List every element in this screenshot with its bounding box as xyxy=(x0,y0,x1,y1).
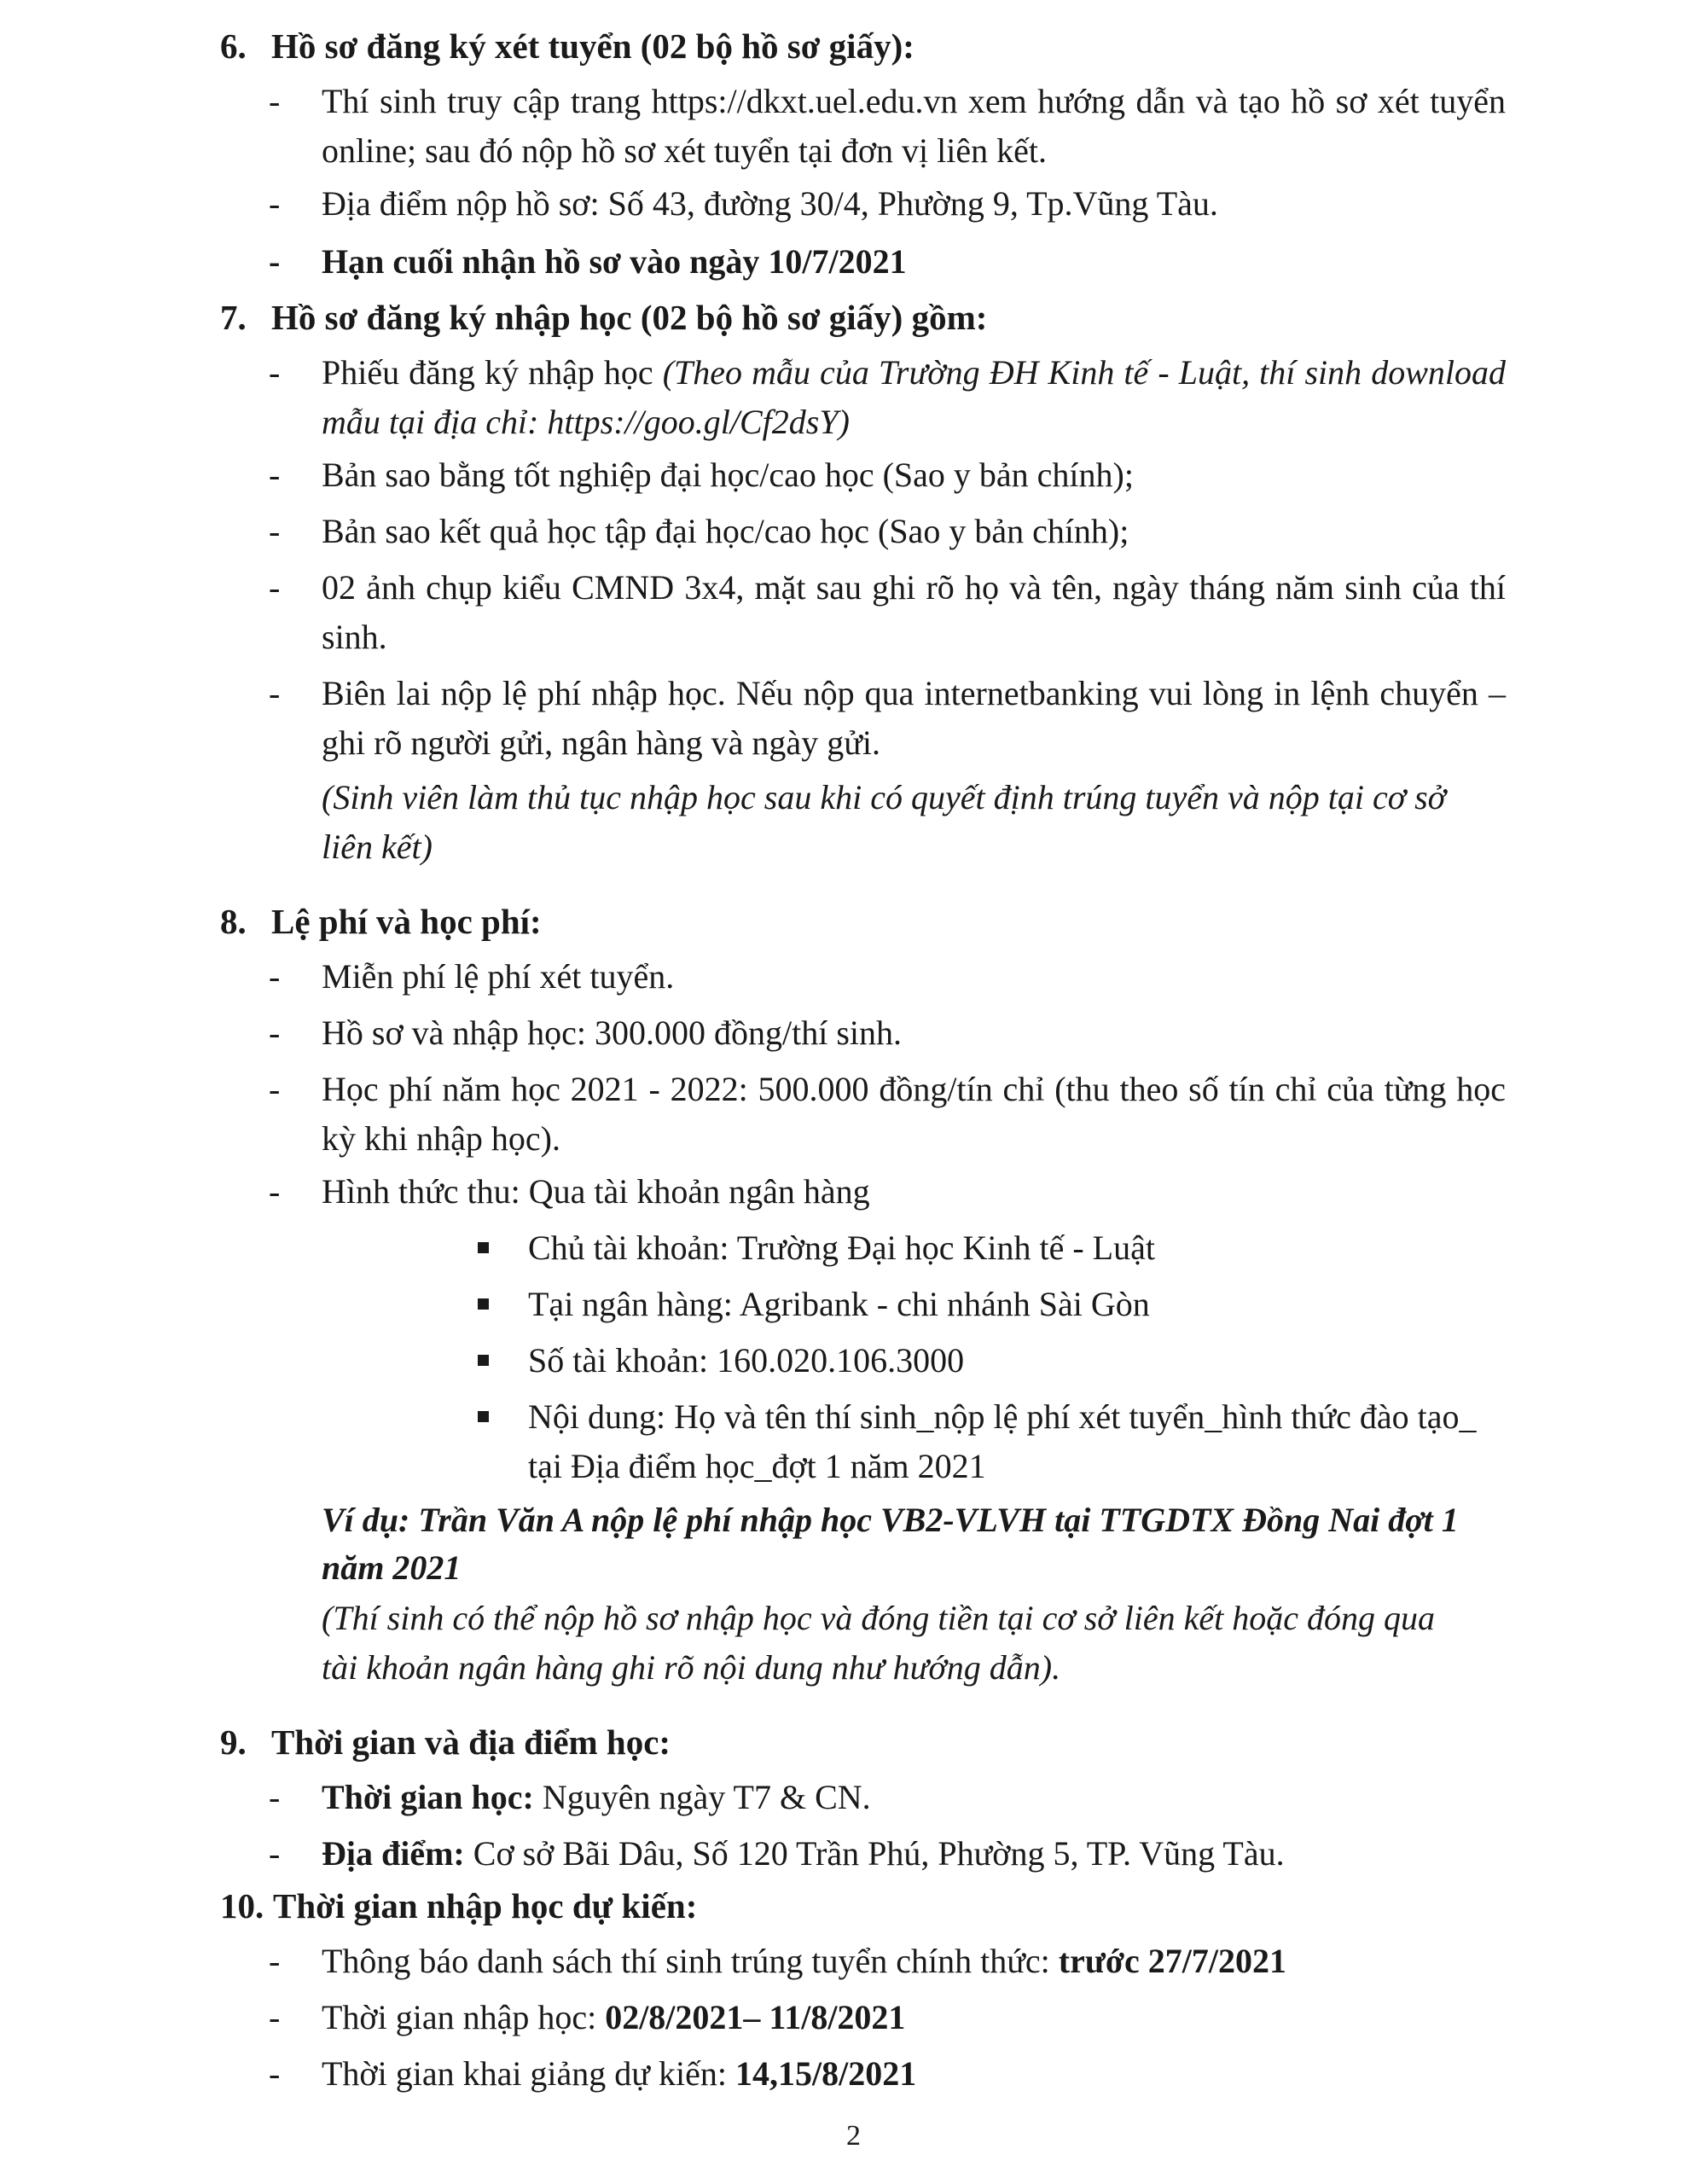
s8-bullet-2 xyxy=(478,1280,1501,1329)
section-7-title: Hồ sơ đăng ký nhập học (02 bộ hồ sơ giấy) gồm: xyxy=(271,298,988,337)
s6-item-3 xyxy=(269,237,1506,287)
s8-note: (Thí sinh có thể nộp hồ sơ nhập học và đóng tiền tại cơ sở liên kết hoặc đóng qua tài khoản ngân hàng ghi rõ nội dung như hướng dẫn). xyxy=(322,1599,1435,1687)
dash-marker: - xyxy=(269,512,281,550)
dash-marker: - xyxy=(269,1998,281,2036)
s10-item-1-plain: Thông báo danh sách thí sinh trúng tuyển chính thức: xyxy=(322,1942,1059,1980)
section-9-number: 9. xyxy=(220,1722,247,1762)
s9-item-1-value: Nguyên ngày T7 & CN. xyxy=(533,1778,871,1816)
s10-item-1 xyxy=(269,1937,1506,1986)
section-6-heading xyxy=(220,24,914,68)
s10-item-2-text xyxy=(322,1993,1506,2042)
s9-item-1-text xyxy=(322,1773,1506,1822)
dash-marker: - xyxy=(269,1014,281,1052)
s8-bullet-4 xyxy=(478,1392,1501,1491)
s7-item-3-text: Bản sao kết quả học tập đại học/cao học (Sao y bản chính); xyxy=(322,512,1129,550)
s7-item-2 xyxy=(269,450,1506,500)
dash-marker: - xyxy=(269,1778,281,1816)
s10-item-3-plain: Thời gian khai giảng dự kiến: xyxy=(322,2054,735,2093)
section-8-number: 8. xyxy=(220,902,247,941)
s7-note: (Sinh viên làm thủ tục nhập học sau khi có quyết định trúng tuyển và nộp tại cơ sở liên kết) xyxy=(322,778,1447,866)
section-8-heading xyxy=(220,899,542,944)
page-number: 2 xyxy=(846,2120,861,2152)
section-7-heading xyxy=(220,295,987,340)
s8-item-1 xyxy=(269,952,1506,1002)
s8-item-2 xyxy=(269,1008,1506,1058)
s9-item-1 xyxy=(269,1773,1506,1822)
s8-bullet-4-text: Nội dung: Họ và tên thí sinh_nộp lệ phí xét tuyển_hình thức đào tạo_ tại Địa điểm học_đợt 1 năm 2021 xyxy=(528,1397,1477,1485)
s9-item-2-label: Địa điểm: xyxy=(322,1834,465,1873)
s10-item-3-bold: 14,15/8/2021 xyxy=(734,2054,917,2093)
section-10-number: 10. xyxy=(220,1886,264,1926)
s8-bullet-2-text: Tại ngân hàng: Agribank - chi nhánh Sài Gòn xyxy=(528,1285,1150,1323)
s8-item-3-text: Học phí năm học 2021 - 2022: 500.000 đồng/tín chỉ (thu theo số tín chỉ của từng học kỳ khi nhập học). xyxy=(322,1070,1506,1158)
s10-item-2 xyxy=(269,1993,1506,2042)
s7-item-1-text xyxy=(322,348,1506,447)
s10-item-3-text xyxy=(322,2049,1506,2099)
s8-item-4-text: Hình thức thu: Qua tài khoản ngân hàng xyxy=(322,1172,870,1211)
square-bullet-icon xyxy=(478,1242,489,1253)
dash-marker: - xyxy=(269,2054,281,2093)
square-bullet-icon xyxy=(478,1411,489,1422)
s6-item-1 xyxy=(269,77,1506,176)
s6-item-2 xyxy=(269,179,1506,229)
s7-item-1 xyxy=(269,348,1506,447)
s6-item-3-text: Hạn cuối nhận hồ sơ vào ngày 10/7/2021 xyxy=(322,242,907,281)
s7-item-1-italic: (Theo mẫu của Trường ĐH Kinh tế - Luật, thí sinh download mẫu tại địa chỉ: https://goo.gl/Cf2dsY) xyxy=(322,353,1507,441)
s7-item-5-text: Biên lai nộp lệ phí nhập học. Nếu nộp qua internetbanking vui lòng in lệnh chuyển – ghi rõ người gửi, ngân hàng và ngày gửi. xyxy=(322,674,1506,762)
s10-item-1-bold: trước 27/7/2021 xyxy=(1058,1942,1286,1980)
s8-item-3 xyxy=(269,1065,1506,1164)
section-10-heading xyxy=(220,1884,697,1928)
dash-marker: - xyxy=(269,1172,281,1211)
dash-marker: - xyxy=(269,674,281,712)
section-7-number: 7. xyxy=(220,298,247,337)
dash-marker: - xyxy=(269,353,281,392)
dash-marker: - xyxy=(269,456,281,494)
s8-bullet-3 xyxy=(478,1336,1501,1385)
s9-item-2 xyxy=(269,1829,1506,1879)
s8-example: Ví dụ: Trần Văn A nộp lệ phí nhập học VB2-VLVH tại TTGDTX Đồng Nai đợt 1 năm 2021 xyxy=(322,1501,1459,1587)
s10-item-2-bold: 02/8/2021– 11/8/2021 xyxy=(605,1998,906,2036)
square-bullet-icon xyxy=(478,1355,489,1366)
dash-marker: - xyxy=(269,568,281,607)
dash-marker: - xyxy=(269,1070,281,1108)
dash-marker: - xyxy=(269,82,281,120)
section-9-title: Thời gian và địa điểm học: xyxy=(271,1722,671,1762)
s7-item-5 xyxy=(269,669,1506,768)
s8-bullet-3-text: Số tài khoản: 160.020.106.3000 xyxy=(528,1341,965,1380)
s9-item-2-value: Cơ sở Bãi Dâu, Số 120 Trần Phú, Phường 5, TP. Vũng Tàu. xyxy=(464,1834,1285,1873)
section-8-title: Lệ phí và học phí: xyxy=(271,902,542,941)
section-9-heading xyxy=(220,1720,671,1764)
s8-item-4 xyxy=(269,1167,1506,1217)
s8-item-2-text: Hồ sơ và nhập học: 300.000 đồng/thí sinh. xyxy=(322,1014,902,1052)
s9-item-1-label: Thời gian học: xyxy=(322,1778,534,1816)
section-10-title: Thời gian nhập học dự kiến: xyxy=(273,1886,698,1926)
s6-item-2-text: Địa điểm nộp hồ sơ: Số 43, đường 30/4, Phường 9, Tp.Vũng Tàu. xyxy=(322,184,1218,223)
dash-marker: - xyxy=(269,242,281,281)
section-6-number: 6. xyxy=(220,26,247,66)
s7-item-4-text: 02 ảnh chụp kiểu CMND 3x4, mặt sau ghi rõ họ và tên, ngày tháng năm sinh của thí sinh. xyxy=(322,568,1506,656)
s6-item-1-text: Thí sinh truy cập trang https://dkxt.uel.edu.vn xem hướng dẫn và tạo hồ sơ xét tuyển online; sau đó nộp hồ sơ xét tuyển tại đơn vị liên kết. xyxy=(322,82,1506,170)
s8-bullet-1-text: Chủ tài khoản: Trường Đại học Kinh tế - Luật xyxy=(528,1228,1155,1267)
dash-marker: - xyxy=(269,184,281,223)
s8-item-1-text: Miễn phí lệ phí xét tuyển. xyxy=(322,957,675,996)
square-bullet-icon xyxy=(478,1298,489,1310)
section-6-title: Hồ sơ đăng ký xét tuyển (02 bộ hồ sơ giấy): xyxy=(271,26,914,66)
s10-item-2-plain: Thời gian nhập học: xyxy=(322,1998,606,2036)
s7-item-3 xyxy=(269,507,1506,556)
s7-item-4 xyxy=(269,563,1506,662)
s7-item-1-plain: Phiếu đăng ký nhập học xyxy=(322,353,663,392)
s7-item-2-text: Bản sao bằng tốt nghiệp đại học/cao học (Sao y bản chính); xyxy=(322,456,1134,494)
s10-item-3 xyxy=(269,2049,1506,2099)
dash-marker: - xyxy=(269,1942,281,1980)
s8-bullet-1 xyxy=(478,1223,1501,1273)
dash-marker: - xyxy=(269,957,281,996)
s10-item-1-text xyxy=(322,1937,1506,1986)
s9-item-2-text xyxy=(322,1829,1506,1879)
dash-marker: - xyxy=(269,1834,281,1873)
